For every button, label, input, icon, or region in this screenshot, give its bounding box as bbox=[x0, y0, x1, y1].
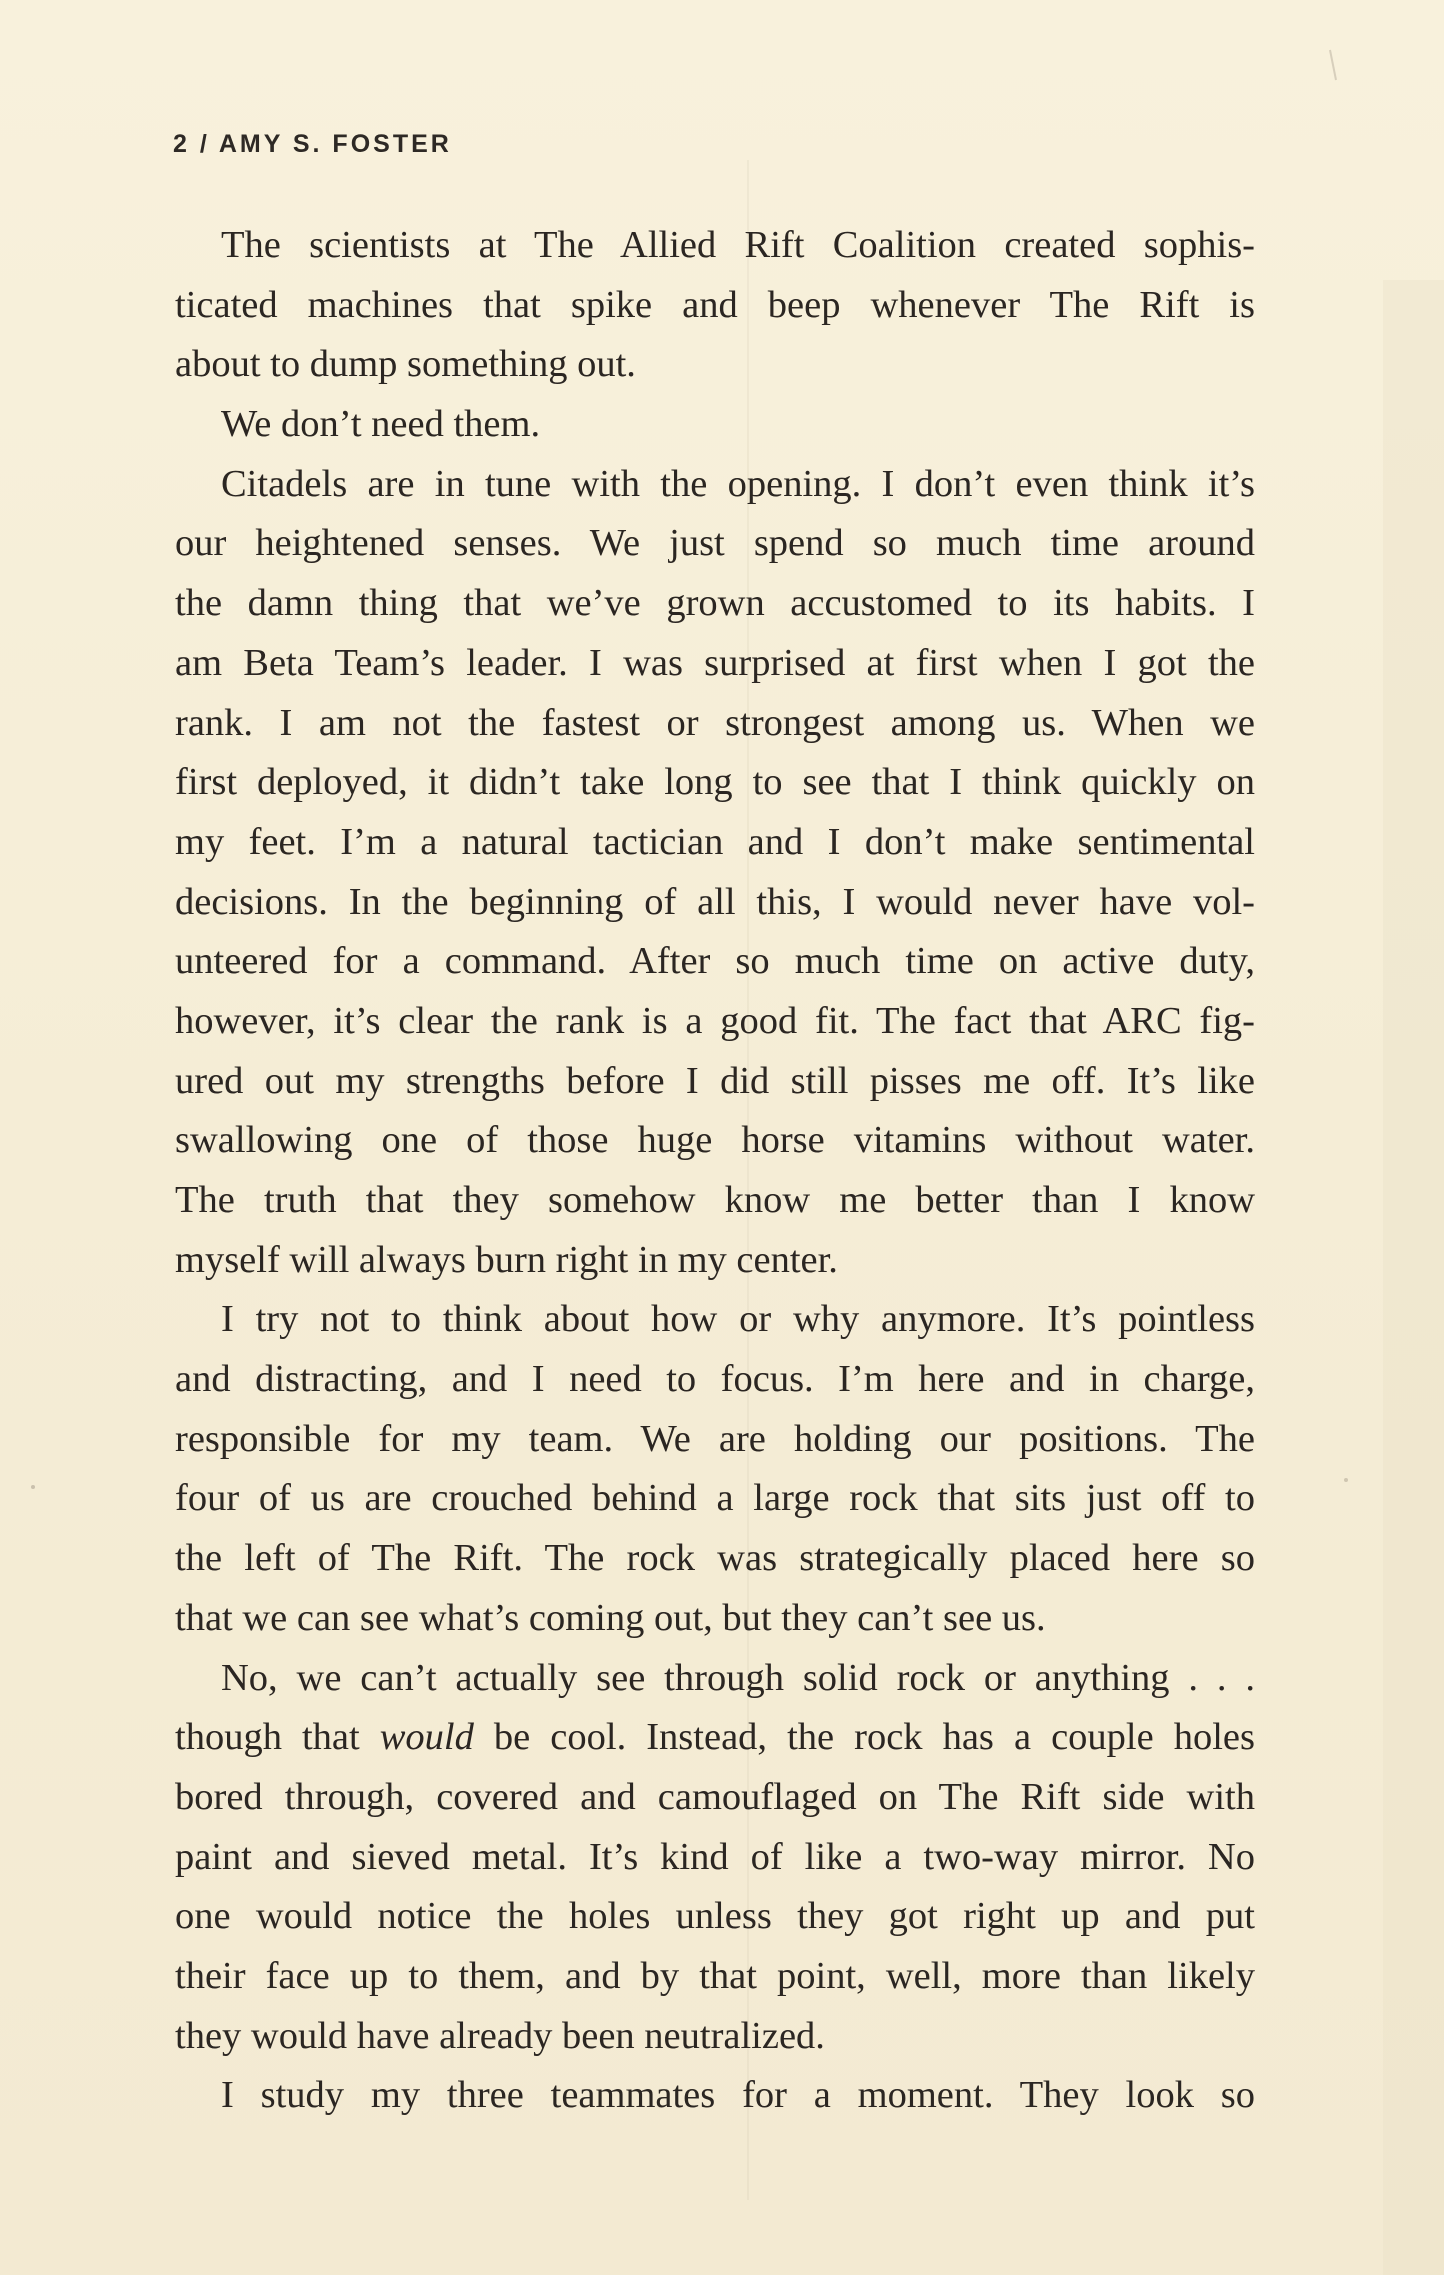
text-line bbox=[175, 216, 1255, 276]
text-line-content bbox=[175, 1708, 1255, 1768]
text-line-content bbox=[175, 514, 1255, 574]
text-line-content bbox=[175, 455, 1255, 515]
text-line-content bbox=[175, 1052, 1255, 1112]
text-run: the left of The Rift. The rock was strategically placed here so bbox=[175, 1537, 1255, 1580]
text-line bbox=[175, 276, 1255, 336]
text-run: No, we can’t actually see through solid rock or anything . . . bbox=[221, 1656, 1255, 1699]
text-line bbox=[175, 574, 1255, 634]
text-line-content bbox=[175, 1649, 1255, 1709]
text-line bbox=[175, 1708, 1255, 1768]
text-line bbox=[175, 1828, 1255, 1888]
text-run: one would notice the holes unless they got right up and put bbox=[175, 1895, 1255, 1938]
text-run: Citadels are in tune with the opening. I don’t even think it’s bbox=[221, 462, 1255, 505]
text-line-content bbox=[175, 932, 1255, 992]
text-run: their face up to them, and by that point, well, more than likely bbox=[175, 1954, 1255, 1997]
text-line-content bbox=[175, 1589, 1046, 1649]
text-line bbox=[175, 1410, 1255, 1470]
text-line-content bbox=[175, 694, 1255, 754]
text-run: swallowing one of those huge horse vitamins without water. bbox=[175, 1119, 1255, 1162]
text-run: paint and sieved metal. It’s kind of like a two-way mirror. No bbox=[175, 1835, 1255, 1878]
text-line bbox=[175, 2066, 1255, 2126]
text-line bbox=[175, 813, 1255, 873]
text-line-content bbox=[175, 2007, 825, 2067]
text-line bbox=[175, 1290, 1255, 1350]
text-line-content bbox=[175, 216, 1255, 276]
text-line-content bbox=[175, 1828, 1255, 1888]
text-line bbox=[175, 634, 1255, 694]
text-run: bored through, covered and camouflaged on The Rift side with bbox=[175, 1775, 1255, 1818]
text-run: ticated machines that spike and beep whenever The Rift is bbox=[175, 283, 1255, 326]
text-line-content bbox=[175, 1410, 1255, 1470]
text-line bbox=[175, 1589, 1255, 1649]
text-line bbox=[175, 1052, 1255, 1112]
text-line bbox=[175, 1887, 1255, 1947]
text-line bbox=[175, 1649, 1255, 1709]
text-run: The truth that they somehow know me better than I know bbox=[175, 1179, 1255, 1221]
text-line-content bbox=[175, 1350, 1255, 1410]
text-run: myself will always burn right in my center. bbox=[175, 1238, 838, 1281]
text-run: be cool. Instead, the rock has a couple holes bbox=[473, 1716, 1255, 1759]
text-line-content bbox=[175, 276, 1255, 336]
text-run: four of us are crouched behind a large rock that sits just off to bbox=[175, 1477, 1255, 1520]
emphasis-text: would bbox=[379, 1716, 474, 1759]
text-line-content bbox=[175, 1529, 1255, 1589]
text-line bbox=[175, 753, 1255, 813]
text-line-content bbox=[175, 1231, 838, 1291]
text-line bbox=[175, 873, 1255, 933]
text-line bbox=[175, 455, 1255, 515]
body-text bbox=[175, 216, 1255, 2126]
text-line-content bbox=[175, 2066, 1255, 2126]
text-run: about to dump something out. bbox=[175, 343, 636, 386]
text-line-content bbox=[175, 813, 1255, 873]
text-run: my feet. I’m a natural tactician and I don’t make sentimental bbox=[175, 820, 1255, 863]
text-line bbox=[175, 1171, 1255, 1231]
text-line bbox=[175, 2007, 1255, 2067]
text-line-content bbox=[175, 992, 1255, 1052]
text-run: The scientists at The Allied Rift Coalition created sophis- bbox=[221, 224, 1255, 266]
text-run: our heightened senses. We just spend so much time around bbox=[175, 522, 1255, 565]
text-run: that we can see what’s coming out, but they can’t see us. bbox=[175, 1596, 1046, 1639]
text-line-content bbox=[175, 1171, 1255, 1231]
text-run: though that bbox=[175, 1716, 380, 1759]
text-run: rank. I am not the fastest or strongest among us. When we bbox=[175, 701, 1255, 744]
text-line bbox=[175, 514, 1255, 574]
text-line-content bbox=[175, 753, 1255, 813]
text-run: first deployed, it didn’t take long to see that I think quickly on bbox=[175, 761, 1255, 804]
text-run: the damn thing that we’ve grown accustomed to its habits. I bbox=[175, 582, 1255, 625]
text-run: they would have already been neutralized. bbox=[175, 2014, 825, 2057]
text-line bbox=[175, 1350, 1255, 1410]
text-run: I try not to think about how or why anymore. It’s pointless bbox=[221, 1298, 1255, 1341]
text-line-content bbox=[175, 1290, 1255, 1350]
text-line-content bbox=[175, 574, 1255, 634]
text-line bbox=[175, 335, 1255, 395]
text-line-content bbox=[175, 1111, 1255, 1171]
text-line-content bbox=[175, 335, 636, 395]
text-line-content bbox=[175, 1768, 1255, 1828]
text-line bbox=[175, 992, 1255, 1052]
text-run: am Beta Team’s leader. I was surprised at first when I got the bbox=[175, 641, 1255, 684]
text-line bbox=[175, 1768, 1255, 1828]
text-line-content bbox=[175, 1469, 1255, 1529]
text-run: unteered for a command. After so much time on active duty, bbox=[175, 940, 1255, 983]
text-line bbox=[175, 1947, 1255, 2007]
text-line bbox=[175, 694, 1255, 754]
text-line bbox=[175, 1469, 1255, 1529]
running-head: 2 / AMY S. FOSTER bbox=[173, 130, 452, 158]
text-line bbox=[175, 1231, 1255, 1291]
text-line-content bbox=[175, 634, 1255, 694]
text-line-content bbox=[175, 1947, 1255, 2007]
text-line-content bbox=[175, 1887, 1255, 1947]
text-line bbox=[175, 1529, 1255, 1589]
text-line-content bbox=[175, 395, 540, 455]
text-line bbox=[175, 932, 1255, 992]
text-line bbox=[175, 1111, 1255, 1171]
text-run: responsible for my team. We are holding our positions. The bbox=[175, 1417, 1255, 1460]
text-run: ured out my strengths before I did still pisses me off. It’s like bbox=[175, 1059, 1255, 1102]
text-line bbox=[175, 395, 1255, 455]
text-run: decisions. In the beginning of all this, I would never have vol- bbox=[175, 880, 1255, 923]
text-run: I study my three teammates for a moment. They look so bbox=[221, 2074, 1255, 2117]
text-line-content bbox=[175, 873, 1255, 933]
text-run: however, it’s clear the rank is a good fit. The fact that ARC fig- bbox=[175, 999, 1255, 1042]
text-run: We don’t need them. bbox=[221, 403, 541, 446]
text-run: and distracting, and I need to focus. I’m here and in charge, bbox=[175, 1358, 1255, 1401]
